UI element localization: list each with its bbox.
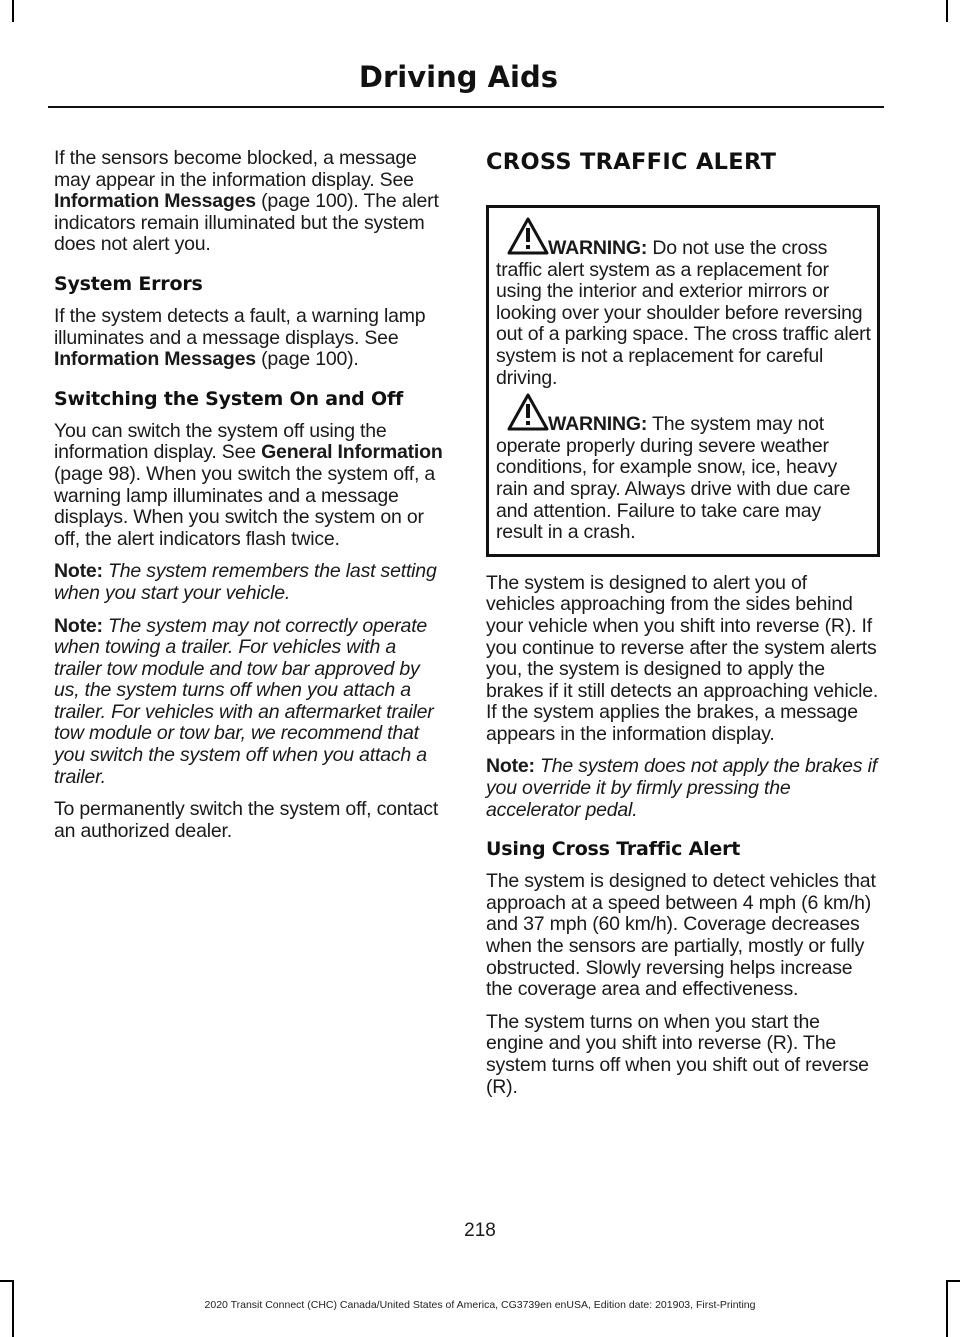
warning-box (486, 205, 880, 557)
crop-mark-bottom-right-h (946, 1280, 960, 1282)
cross-traffic-alert-heading: CROSS TRAFFIC ALERT (486, 149, 777, 175)
left-column (54, 148, 448, 853)
system-errors-paragraph: If the system detects a fault, a warning lamp illuminates and a message displays. See Information Messages (page 100). (54, 304, 426, 371)
xref-general-information[interactable]: General Information (261, 441, 443, 464)
xref-information-messages[interactable]: Information Messages (54, 190, 256, 213)
page-title: Driving Aids (358, 60, 558, 94)
xref-information-messages-2[interactable]: Information Messages (54, 348, 256, 371)
warning-item: WARNING: The system may not operate properly during severe weather conditions, for example snow, ice, heavy rain and spray. Always drive with due care and attention. Failure to take care may result in a crash. (496, 414, 871, 544)
note-override-brakes: Note: The system does not apply the brakes if you override it by firmly pressing the accelerator pedal. (486, 755, 877, 821)
page-number: 218 (464, 1220, 496, 1241)
warning-triangle-icon (506, 216, 550, 256)
permanent-switch-off-paragraph: To permanently switch the system off, contact an authorized dealer. (54, 798, 439, 842)
note-towing-trailer: Note: The system may not correctly operate when towing a trailer. For vehicles with a trailer tow module and tow bar approved by us, the system turns off when you attach a trailer. For vehicles with an aftermarket trailer tow module or tow bar, we recommend that you switch the system off when you attach a trailer. (54, 614, 434, 788)
note-remembers-setting: Note: The system remembers the last setting when you start your vehicle. (54, 560, 437, 604)
warning-item: WARNING: Do not use the cross traffic alert system as a replacement for using the interior and exterior mirrors or looking over your shoulder before reversing out of a parking space. The cross traffic alert system is not a replacement for careful driving. (496, 238, 871, 389)
header-divider (48, 106, 884, 108)
switching-paragraph: You can switch the system off using the information display. See General Information (page 98). When you switch the system off, a warning lamp illuminates and a message displays. When you switch the system on or off, the alert indicators flash twice. (54, 419, 443, 550)
system-errors-heading: System Errors (54, 272, 203, 295)
switching-heading: Switching the System On and Off (54, 387, 404, 410)
system-description-paragraph: The system is designed to alert you of vehicles approaching from the sides behind your vehicle when you shift into reverse (R). If you continue to reverse after the system alerts you, the system is designed to apply the brakes if it still detects an approaching vehicle. If the system applies the brakes, a message appears in the information display. (486, 571, 879, 745)
crop-mark-bottom-left-h (0, 1280, 14, 1282)
footer-edition-info: 2020 Transit Connect (CHC) Canada/United States of America, CG3739en enUSA, Edition date: 201903, First-Printing (204, 1299, 756, 1311)
right-column (486, 148, 880, 1109)
warning-triangle-icon (506, 392, 550, 432)
using-cross-traffic-alert-heading: Using Cross Traffic Alert (486, 838, 741, 861)
detection-speed-paragraph: The system is designed to detect vehicles that approach at a speed between 4 mph (6 km/h) and 37 mph (60 km/h). Coverage decreases when the sensors are partially, mostly or fully obstructed. Slowly reversing helps increase the coverage area and effectiveness. (486, 870, 876, 1001)
crop-mark-top-left (12, 0, 14, 22)
crop-mark-top-right (946, 0, 948, 22)
intro-paragraph: If the sensors become blocked, a message may appear in the information display. See Information Messages (page 100). The alert indicators remain illuminated but the system does not alert you. (54, 147, 439, 256)
turn-on-off-paragraph: The system turns on when you start the engine and you shift into reverse (R). The system turns off when you shift out of reverse (R). (486, 1010, 869, 1098)
